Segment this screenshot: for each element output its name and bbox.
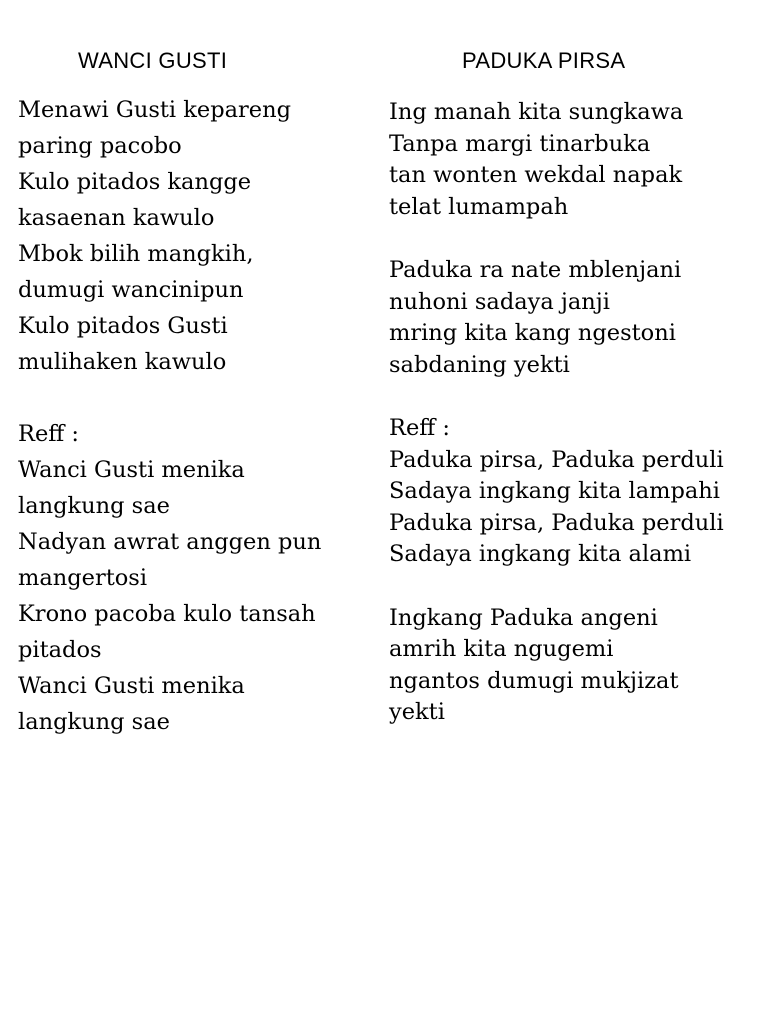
lyric-line: Nadyan awrat anggen pun — [18, 529, 322, 555]
lyric-line: Krono pacoba kulo tansah — [18, 601, 316, 627]
lyric-line: Tanpa margi tinarbuka — [389, 130, 651, 157]
stanza-gap — [18, 380, 321, 416]
lyrics-column-right — [389, 97, 724, 729]
lyrics-column-left — [18, 92, 321, 740]
lyric-line: Ingkang Paduka angeni — [389, 604, 658, 631]
lyric-line: sabdaning yekti — [389, 351, 570, 378]
lyric-line: dumugi wancinipun — [18, 277, 244, 303]
stanza-gap — [389, 223, 724, 255]
lyric-line: Kulo pitados Gusti — [18, 313, 228, 339]
refrain-label: Reff : — [18, 421, 79, 447]
lyric-line: ngantos dumugi mukjizat — [389, 667, 679, 694]
song-title-paduka-pirsa: PADUKA PIRSA — [462, 48, 626, 73]
lyric-line: Wanci Gusti menika — [18, 673, 245, 699]
lyric-line: Sadaya ingkang kita lampahi — [389, 478, 720, 504]
lyric-line: Paduka pirsa, Paduka perduli — [389, 509, 724, 536]
lyric-line: pitados — [18, 637, 102, 663]
lyric-line: Sadaya ingkang kita alami — [389, 541, 692, 567]
refrain-label: Reff : — [389, 415, 450, 441]
lyric-line: langkung sae — [18, 709, 170, 735]
lyric-line: mulihaken kawulo — [18, 349, 227, 375]
lyric-line: kasaenan kawulo — [18, 205, 215, 231]
lyric-line: yekti — [389, 699, 445, 725]
lyric-line: mangertosi — [18, 565, 148, 591]
lyric-line: langkung sae — [18, 493, 170, 519]
lyric-line: Paduka pirsa, Paduka perduli — [389, 446, 724, 473]
lyric-line: nuhoni sadaya janji — [389, 288, 610, 315]
lyric-line: Menawi Gusti kepareng — [18, 97, 291, 123]
stanza-gap — [389, 381, 724, 413]
lyric-line: Ing manah kita sungkawa — [389, 99, 684, 125]
lyric-line: Paduka ra nate mblenjani — [389, 257, 682, 283]
lyric-line: telat lumampah — [389, 193, 569, 220]
lyric-line: amrih kita ngugemi — [389, 636, 614, 662]
stanza-gap — [389, 571, 724, 603]
lyric-line: paring pacobo — [18, 133, 182, 159]
lyric-line: Wanci Gusti menika — [18, 457, 245, 483]
song-title-wanci-gusti: WANCI GUSTI — [78, 48, 228, 73]
lyric-line: Mbok bilih mangkih, — [18, 241, 254, 267]
lyric-line: mring kita kang ngestoni — [389, 320, 676, 346]
lyric-line: tan wonten wekdal napak — [389, 162, 683, 188]
lyric-line: Kulo pitados kangge — [18, 169, 252, 195]
